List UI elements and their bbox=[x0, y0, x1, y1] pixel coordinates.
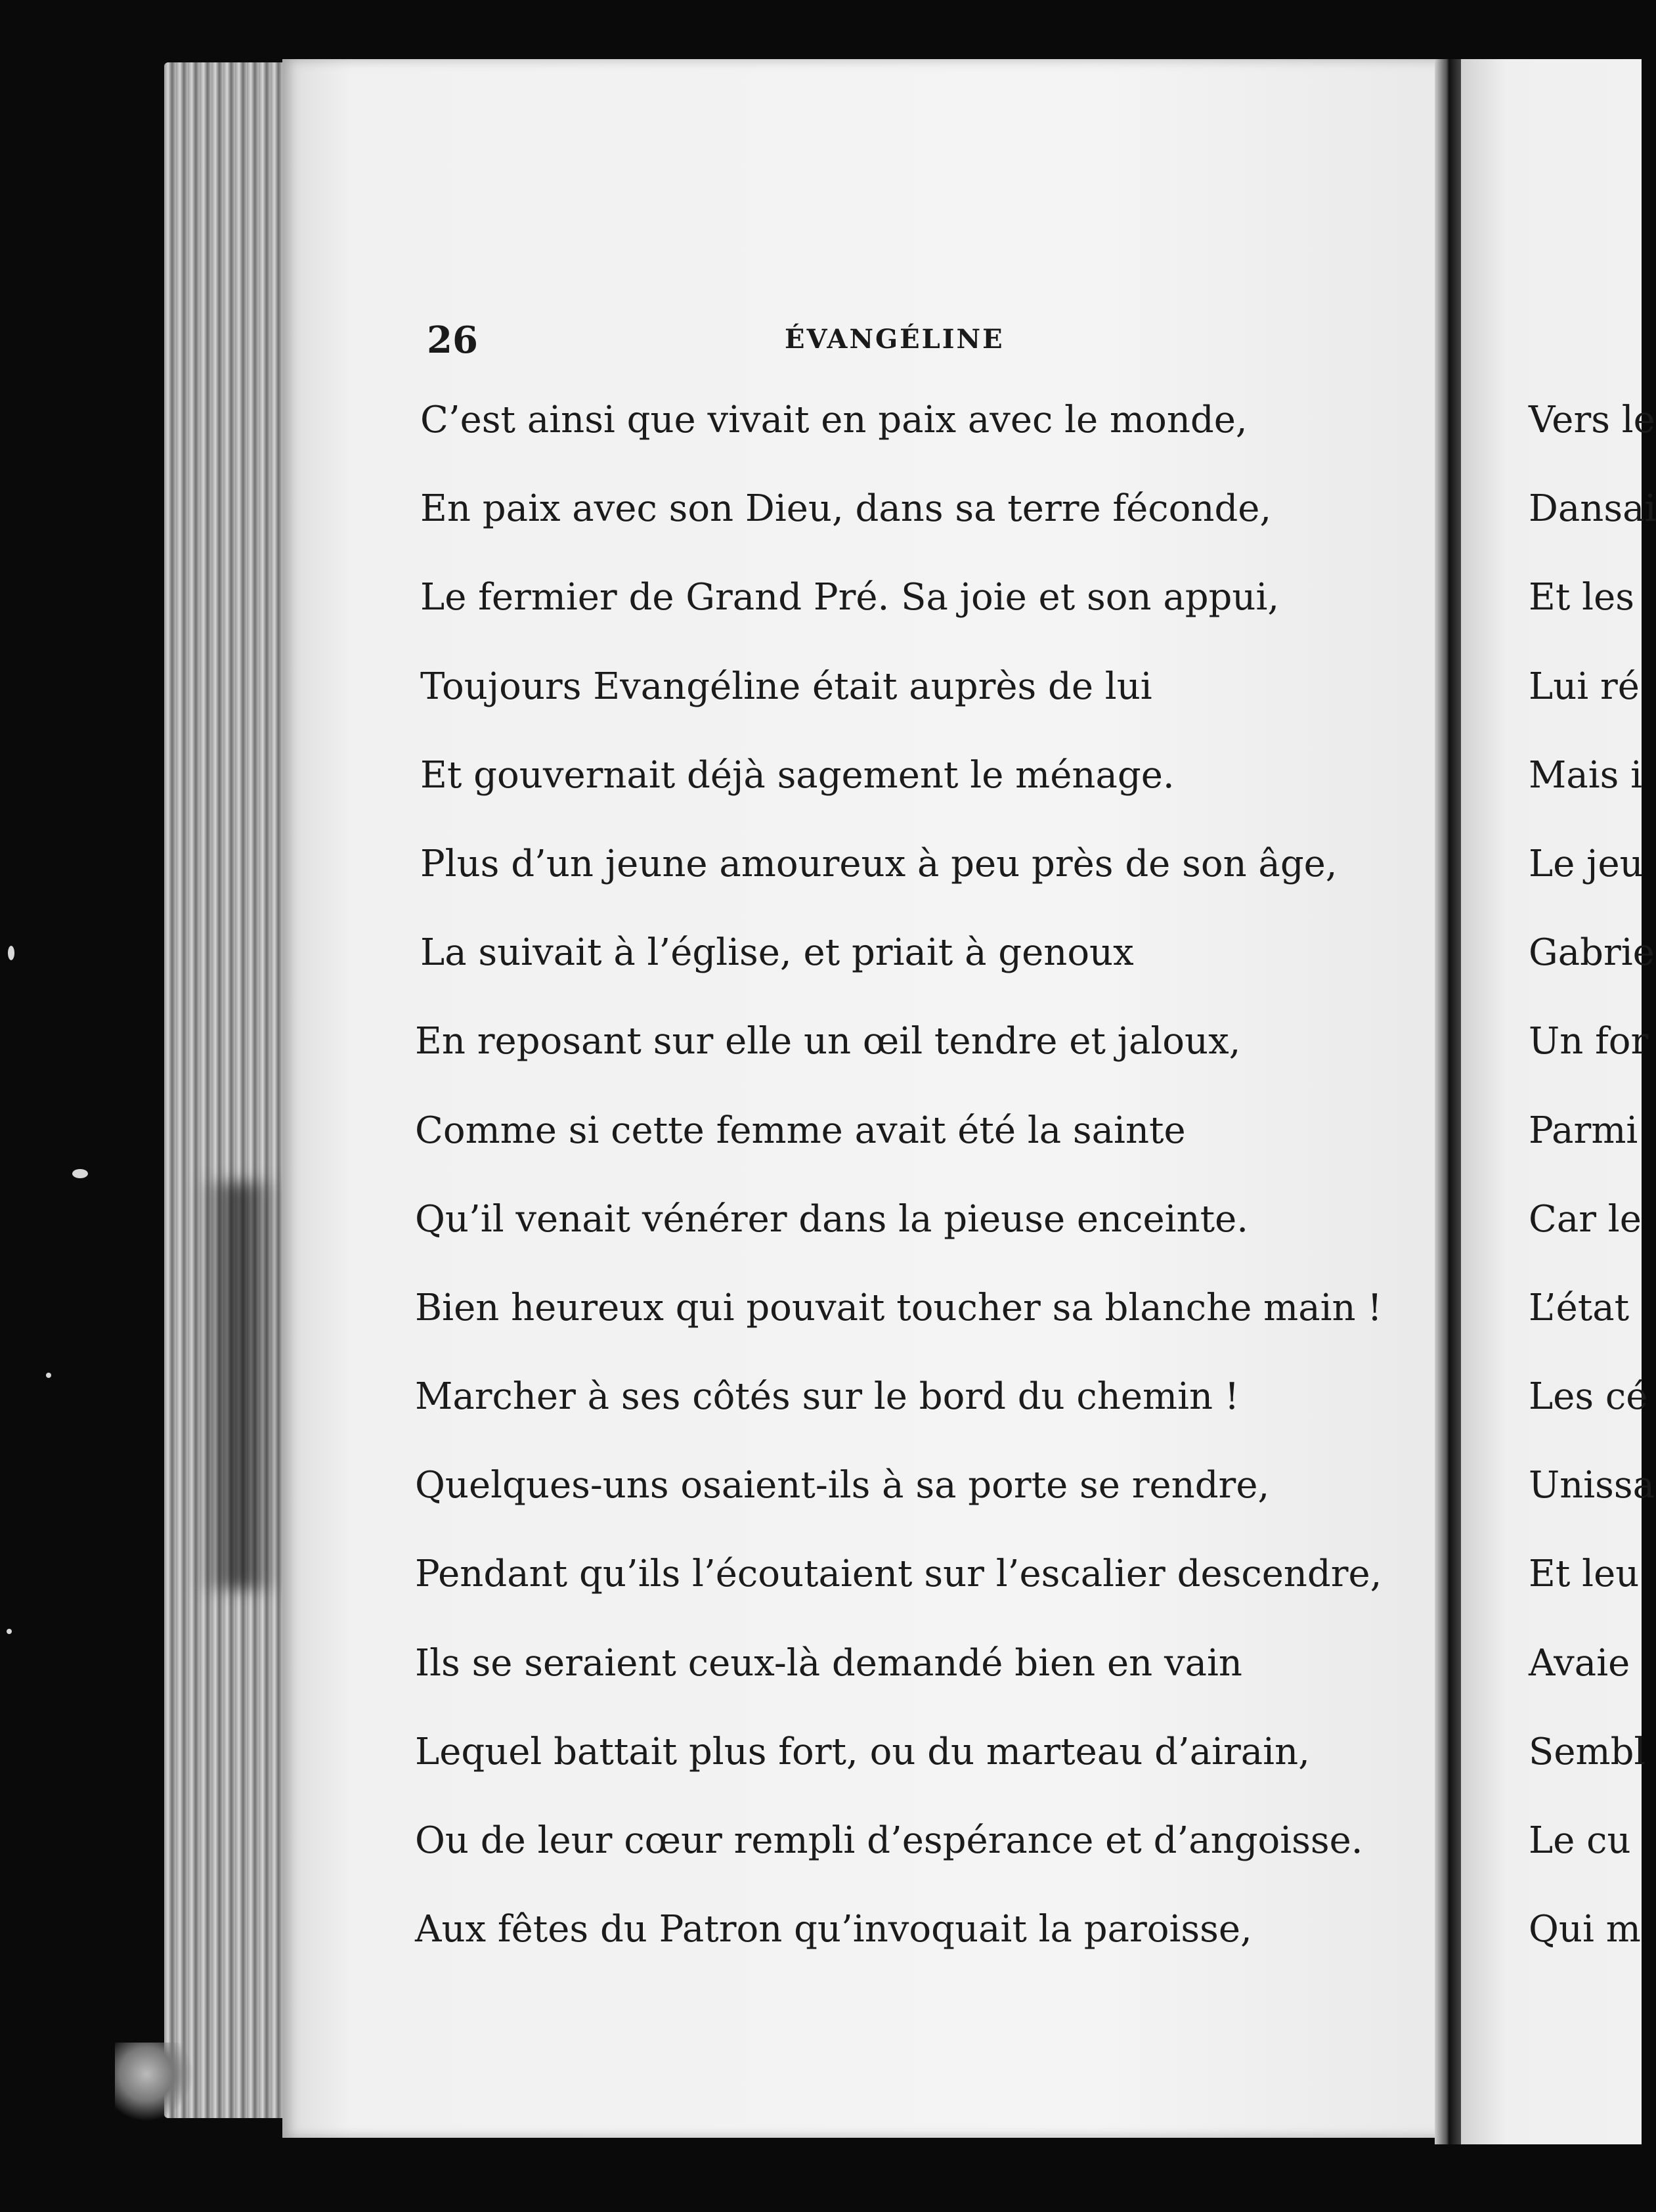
poem-line: Ils se seraient ceux-là demandé bien en vain bbox=[415, 1641, 1242, 1685]
poem-line: Et gouvernait déjà sagement le ménage. bbox=[420, 753, 1175, 797]
book-corner bbox=[115, 2043, 194, 2121]
poem-line: Comme si cette femme avait été la sainte bbox=[415, 1109, 1186, 1152]
poem-line: Aux fêtes du Patron qu’invoquait la paroisse, bbox=[415, 1908, 1252, 1951]
poem-line: Pendant qu’ils l’écoutaient sur l’escalier descendre, bbox=[415, 1553, 1382, 1596]
facing-line: Vers le bbox=[1529, 399, 1655, 441]
poem-line: La suivait à l’église, et priait à genoux bbox=[420, 931, 1134, 975]
facing-line: Avaie bbox=[1529, 1641, 1630, 1685]
facing-line: Le jeu bbox=[1529, 842, 1644, 885]
poem-text bbox=[415, 394, 1405, 1992]
dust-speck bbox=[72, 1169, 88, 1178]
poem-line: En reposant sur elle un œil tendre et jaloux, bbox=[415, 1020, 1241, 1063]
poem-line: Bien heureux qui pouvait toucher sa blanche main ! bbox=[415, 1286, 1382, 1329]
running-head: ÉVANGÉLINE bbox=[785, 324, 1005, 355]
facing-line: Le cu bbox=[1529, 1819, 1631, 1862]
facing-line: Gabrie bbox=[1529, 931, 1655, 975]
poem-line: Qu’il venait vénérer dans la pieuse enceinte. bbox=[415, 1197, 1249, 1241]
dust-speck bbox=[8, 946, 14, 960]
facing-line: Car le bbox=[1529, 1197, 1642, 1241]
facing-line: Lui ré bbox=[1529, 665, 1640, 708]
facing-page-text bbox=[1529, 394, 1656, 1992]
facing-line: Qui m bbox=[1529, 1908, 1641, 1951]
book-page-edges bbox=[164, 62, 295, 2118]
facing-line: Et leu bbox=[1529, 1553, 1640, 1596]
poem-line: En paix avec son Dieu, dans sa terre féconde, bbox=[420, 487, 1272, 531]
facing-line: Mais i bbox=[1529, 753, 1643, 797]
poem-line: Marcher à ses côtés sur le bord du chemin ! bbox=[415, 1375, 1240, 1419]
page-number: 26 bbox=[427, 319, 478, 362]
page-edge-shadow bbox=[197, 1182, 282, 1589]
facing-line: Unissa bbox=[1529, 1464, 1655, 1507]
page-header bbox=[427, 319, 1346, 371]
facing-line: Dansai bbox=[1529, 487, 1656, 531]
facing-line: L’état bbox=[1529, 1286, 1630, 1329]
poem-line: Quelques-uns osaient-ils à sa porte se rendre, bbox=[415, 1464, 1270, 1507]
poem-line: Ou de leur cœur rempli d’espérance et d’angoisse. bbox=[415, 1819, 1363, 1862]
facing-line: Les cé bbox=[1529, 1375, 1648, 1419]
book-gutter bbox=[1435, 59, 1461, 2144]
facing-line: Et les bbox=[1529, 576, 1634, 619]
facing-line: Un for bbox=[1529, 1020, 1649, 1063]
poem-line: Plus d’un jeune amoureux à peu près de son âge, bbox=[420, 842, 1338, 885]
poem-line: Toujours Evangéline était auprès de lui bbox=[420, 665, 1152, 708]
facing-line: Parmi bbox=[1529, 1109, 1638, 1152]
facing-line: Sembl bbox=[1529, 1730, 1646, 1773]
dust-speck bbox=[46, 1373, 51, 1378]
poem-line: Lequel battait plus fort, ou du marteau d’airain, bbox=[415, 1730, 1310, 1773]
poem-line: C’est ainsi que vivait en paix avec le monde, bbox=[420, 399, 1248, 441]
poem-line: Le fermier de Grand Pré. Sa joie et son appui, bbox=[420, 576, 1280, 619]
dust-speck bbox=[7, 1629, 12, 1634]
